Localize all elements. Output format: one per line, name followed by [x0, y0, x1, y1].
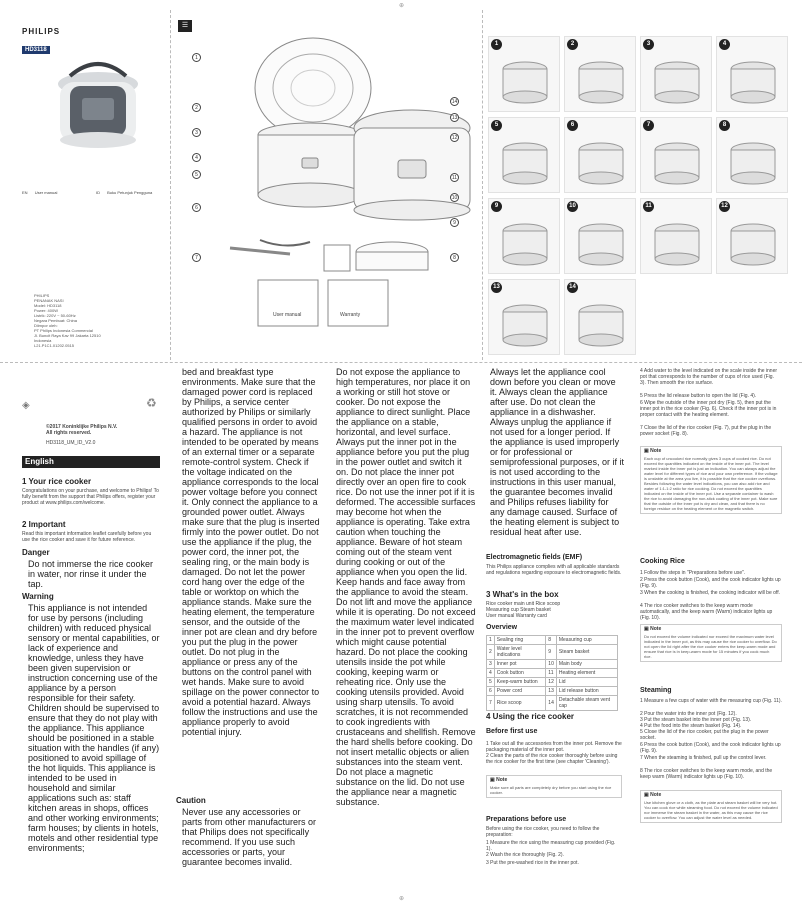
note-label-text: Note — [650, 626, 662, 632]
figure-illustration — [723, 51, 783, 107]
lang-id-code: ID — [96, 190, 100, 195]
figure-panel — [640, 117, 712, 193]
overview-num: 4 — [487, 669, 495, 678]
cook-step: 3 When the cooking is finished, the cooking indicator will be off. — [640, 590, 780, 596]
overview-num: 11 — [546, 669, 557, 678]
philips-shield-icon: ◈ — [22, 400, 30, 411]
importer-info — [34, 293, 144, 348]
figure-panel — [564, 279, 636, 355]
warning-text: This appliance is not intended for use by persons (including children) with reduced physical sensory or mental capabilities, or lack of experience and knowledge, unless they have been given supervision or instruction concerning use of the appliance by a person responsible for their safety. Children should be supervised to ensure that they do not play with the appliance. This appliance should be positioned in a stable situation with the handles (if any) positioned to avoid spillage of the hot liquids. This appliance is intended to be used in household and similar applications such as: staff kitchen areas in shops, offices and other working environments; farm houses; by clients in hotels, motels and other residential type environments; — [28, 603, 160, 853]
figure-illustration — [495, 294, 555, 350]
note-icon: ▣ — [644, 448, 651, 454]
figure-illustration — [571, 132, 631, 188]
warning-block — [28, 603, 160, 873]
overview-part: Cook button — [494, 669, 546, 678]
steam-step: 5 Close the lid of the rice cooker, put the plug in the power socket. — [640, 729, 769, 741]
part-number: 9 — [450, 218, 459, 227]
language-bar: English — [22, 456, 160, 468]
steam-step: 2 Pour the water into the inner pot (Fig. 12). — [640, 711, 737, 717]
lang-en-code: EN — [22, 190, 28, 195]
importer-line: Power: 400W — [34, 308, 59, 313]
note-label-text: Note — [650, 792, 662, 798]
overview-part: Lid — [556, 678, 617, 687]
figure-illustration — [647, 213, 707, 269]
overview-part: Water level indications — [494, 645, 546, 660]
parts-diagram — [190, 30, 480, 330]
note-text: Make sure all parts are completely dry before you start using the rice cooker. — [490, 785, 612, 795]
prep-step: 3 Put the pre-washed rice in the inner pot. — [486, 860, 579, 866]
steam-step: 1 Measure a few cups of water with the measuring cup (Fig. 11). — [640, 698, 782, 704]
model-tag: HD3118 — [22, 46, 50, 54]
figure-number: 2 — [567, 39, 578, 50]
note-label — [644, 449, 778, 454]
part-number: 1 — [192, 53, 201, 62]
figure-number: 5 — [491, 120, 502, 131]
overview-table — [486, 635, 618, 711]
figure-panel — [564, 36, 636, 112]
figure-number: 12 — [719, 201, 730, 212]
overview-part: Main body — [556, 660, 617, 669]
lang-id-row — [96, 190, 152, 195]
figure-panel — [564, 117, 636, 193]
cook-step: 2 Press the cook button (Cook), and the cook indicator lights up (Fig. 9). — [640, 577, 781, 589]
overview-part: Sealing ring — [494, 636, 546, 645]
overview-row — [487, 645, 618, 660]
prep-step: 2 Wash the rice thoroughly (Fig. 2). — [486, 852, 564, 858]
importer-line: Diimpor oleh: — [34, 323, 58, 328]
booklet-warranty-label: Warranty — [340, 312, 361, 318]
col3-block — [336, 367, 476, 882]
before-step: 1 Take out all the accessories from the inner pot. Remove the packaging material of the inner pot. — [486, 741, 622, 753]
figure-illustration — [723, 132, 783, 188]
figure-number: 13 — [491, 282, 502, 293]
overview-row — [487, 660, 618, 669]
note-icon: ▣ — [644, 626, 651, 632]
figure-number: 1 — [491, 39, 502, 50]
col2-text: bed and breakfast type environments. Make sure that the damaged power cord is replaced by Philips, a service center authorized by Philips or similarly qualified persons in order to avoid a hazard. The appliance is not intended to be operated by means of an external timer or a separate remote-control system. Check if the voltage indicated on the appliance corresponds to the local power voltage before you connect it. Only connect the appliance to a grounded power outlet. Always make sure that the plug is inserted firmly into the power outlet. Do not use the appliance if the plug, the power cord, the inner pot, the sealing ring, or the main body is damaged. Do not let the power cord hang over the edge of the table or worktop on which the appliance stands. Make sure the heating element, the temperature sensor, and the outside of the inner pot are clean and dry before you put the plug in the power outlet. Do not plug in the appliance or press any of the buttons on the control panel with wet hands. Make sure to avoid spillage on the power connector to avoid a potential hazard. Always follow the instructions and use the appliance properly to avoid potential injury. — [182, 367, 320, 737]
overview-row — [487, 687, 618, 696]
steam-step: 6 Press the cook button (Cook), and the cook indicator lights up (Fig. 9). — [640, 742, 781, 754]
section-2-text: Read this important information leaflet carefully before you use the rice cooker and save it for future reference. — [22, 531, 152, 543]
overview-part: Measuring cup — [556, 636, 617, 645]
note-text: Each cup of uncooked rice normally gives 3 cups of cooked rice. Do not exceed the quantities indicated on the inside of the inner pot. The level marked inside the inner pot is just an indication. You can always adjust the water level for different types of rice and your own preference. If the voltage is unstable at the area you live, it is possible that the rice cooker overflows. Besides following the water level indications, you can also add rice and water of 1:1-1:2 ratio for rice cooking. Do not exceed the quantities indicated on the inside of the inner pot. Use a separate container to wash the rice to avoid damaging the non-stick coating of the inner pot. Make sure that the outside of the inner pot is dry and clean, and that there is no foreign residue on the heating element or the magnetic switch. — [644, 456, 778, 511]
figure-number: 3 — [643, 39, 654, 50]
overview-num: 6 — [487, 687, 495, 696]
importer-line: PENANAK NASI — [34, 298, 64, 303]
figure-panel — [488, 117, 560, 193]
figure-number: 10 — [567, 201, 578, 212]
figure-illustration — [647, 132, 707, 188]
figure-grid — [488, 36, 798, 356]
overview-num: 13 — [546, 687, 557, 696]
overview-num: 3 — [487, 660, 495, 669]
note-text: Use kitchen glove or a cloth, as the plate and steam basket will be very hot. You can cook rice while steaming food. Do not exceed the volume indicated nor immerse the steam basket in the water, as this may cause the rice cooker to overflow. You can adjust the water level as needed. — [644, 800, 778, 820]
figure-illustration — [495, 213, 555, 269]
col5-step: 7 Close the lid of the rice cooker (Fig. 7), put the plug in the power socket (Fig. 8). — [640, 425, 772, 437]
importer-line: Negara Pembuat: China — [34, 318, 77, 323]
figure-illustration — [571, 294, 631, 350]
note-box — [640, 446, 782, 514]
overview-num: 9 — [546, 645, 557, 660]
caution-text: Never use any accessories or parts from other manufacturers or that Philips does not specifically recommend. If you use such accessories or parts, your guarantee becomes invalid. — [182, 807, 317, 867]
col4-block — [490, 367, 625, 550]
steam-step: 7 When the steaming is finished, pull up the control lever. — [640, 755, 767, 761]
danger-title: Danger — [22, 548, 50, 557]
figure-number: 4 — [719, 39, 730, 50]
importer-line: PT Philips Indonesia Commercial — [34, 328, 93, 333]
cook-step: 4 The rice cooker switches to the keep warm mode automatically, and the keep warm (Warm) indicator lights up (Fig. 10). — [640, 603, 773, 621]
prep-step: 1 Measure the rice using the measuring cup provided (Fig. 1). — [486, 840, 616, 852]
steam-step: 3 Put the steam basket into the inner pot (Fig. 13). — [640, 717, 752, 723]
overview-num: 7 — [487, 696, 495, 711]
reg-mark-top: ⊕ — [399, 3, 405, 9]
fold-line-horizontal — [0, 362, 802, 363]
overview-part: Power cord — [494, 687, 546, 696]
overview-part: Detachable steam vent cap — [556, 696, 617, 711]
danger-block — [28, 559, 160, 589]
reg-mark-bottom: ⊕ — [399, 896, 405, 902]
overview-num: 2 — [487, 645, 495, 660]
part-number: 7 — [192, 253, 201, 262]
importer-line: Listrik: 220V ~ 50-60Hz — [34, 313, 76, 318]
section-2-title: 2 Important — [22, 520, 66, 529]
part-number: 10 — [451, 195, 458, 201]
cook-step: 1 Follow the steps in "Preparations before use". — [640, 570, 746, 576]
steam-step: 8 The rice cooker switches to the keep warm mode, and the keep warm (Warm) indicator lights up (Fig. 10). — [640, 768, 773, 780]
note-label-text: Note — [496, 777, 508, 783]
section-1-title: 1 Your rice cooker — [22, 477, 92, 486]
figure-panel — [716, 198, 788, 274]
note-label — [644, 627, 778, 632]
box-title: 3 What's in the box — [486, 590, 559, 599]
product-image — [40, 40, 150, 160]
note-box — [640, 624, 782, 662]
figure-panel — [640, 36, 712, 112]
figure-panel — [488, 279, 560, 355]
fold-line-1 — [170, 10, 171, 360]
fold-line-2 — [482, 10, 483, 360]
lang-id-label: Buku Petunjuk Pengguna — [107, 190, 153, 195]
figure-number: 11 — [643, 201, 654, 212]
box-item: Measuring cup Steam basket — [486, 607, 551, 613]
booklet-user-manual-label: User manual — [273, 312, 302, 318]
figure-illustration — [495, 132, 555, 188]
note-text: Do not exceed the volume indicated nor exceed the maximum water level indicated in the inner pot, as this may cause the rice cooker to overflow. Do not open the lid right after the rice cooker enters the keep-warm mode and ensure that rice is in keep-warm mode for 15 minutes if you cook much rice. — [644, 634, 777, 659]
before-step: 2 Clean the parts of the rice cooker thoroughly before using the rice cooker for the first time (see chapter 'Cleaning'). — [486, 753, 618, 765]
overview-part: Keep-warm button — [494, 678, 546, 687]
caution-title: Caution — [176, 796, 206, 805]
col5-step: 4 Add water to the level indicated on the scale inside the inner pot that corresponds to the number of cups of rice used (Fig. 3). Then smooth the rice surface. — [640, 368, 778, 386]
note-icon: ▣ — [490, 777, 497, 783]
overview-num: 12 — [546, 678, 557, 687]
before-use-title: Before first use — [486, 728, 538, 735]
recycle-icons — [22, 395, 30, 413]
part-number: 3 — [192, 128, 201, 137]
figure-panel — [716, 117, 788, 193]
overview-part: Lid release button — [556, 687, 617, 696]
importer-line: PHILIPS — [34, 293, 50, 298]
overview-part: Heating element — [556, 669, 617, 678]
figure-number: 7 — [643, 120, 654, 131]
part-number: 13 — [451, 115, 458, 121]
figure-panel — [716, 36, 788, 112]
part-number: 6 — [192, 203, 201, 212]
note-box — [640, 790, 782, 823]
overview-num: 14 — [546, 696, 557, 711]
figure-panel — [564, 198, 636, 274]
part-number: 14 — [451, 99, 458, 105]
figure-number: 8 — [719, 120, 730, 131]
overview-num: 5 — [487, 678, 495, 687]
figure-illustration — [571, 213, 631, 269]
note-box — [486, 775, 622, 798]
box-item: Rice cooker main unit Rice scoop — [486, 601, 561, 607]
figure-illustration — [647, 51, 707, 107]
emf-title: Electromagnetic fields (EMF) — [486, 554, 583, 561]
prep-intro: Before using the rice cooker, you need to follow the preparation: — [486, 826, 600, 838]
copyright: ©2017 Koninklijke Philips N.V. All rights reserved. — [46, 424, 118, 436]
recycle-icon: ♻ — [146, 396, 157, 410]
steaming-title: Steaming — [640, 687, 672, 694]
figure-number: 14 — [567, 282, 578, 293]
section-4-title: 4 Using the rice cooker — [486, 712, 575, 721]
note-icon: ▣ — [644, 792, 651, 798]
importer-line: Model: HD3118 — [34, 303, 62, 308]
col3-text: Do not expose the appliance to high temperatures, nor place it on a working or still hot stove or cooker. Do not expose the appliance to direct sunlight. Place the appliance on a stable, horizontal, and level surface. Always put the inner pot in the appliance before you put the plug in the power outlet and switch it on. Do not place the inner pot directly over an open fire to cook rice. Do not use the inner pot if it is deformed. The accessible surfaces may become hot when the appliance is operating. Take extra caution when touching the appliance. Beware of hot steam coming out of the steam vent during cooking or out of the appliance when you open the lid. Keep hands and face away from the appliance to avoid the steam. Do not lift and move the appliance while it is operating. Do not exceed the maximum water level indicated in the inner pot to prevent overflow which might cause potential hazard. Do not place the cooking utensils inside the pot while cooking, keeping warm or reheating rice. Only use the cooking utensils provided. Avoid using sharp utensils. To avoid scratches, it is not recommended to cook ingredients with crustaceans and shellfish. Remove the hard shells before cooking. Do not insert metallic objects or alien substances into the steam vent. Do not place a magnetic substance on the lid. Do not use the appliance near a magnetic substance. — [336, 367, 476, 807]
figure-panel — [488, 198, 560, 274]
figure-panel — [640, 198, 712, 274]
overview-part: Inner pot — [494, 660, 546, 669]
danger-text: Do not immerse the rice cooker in water, nor rinse it under the tap. — [28, 559, 154, 589]
doc-id: HD3118_UM_ID_V2.0 — [46, 440, 96, 446]
prep-title: Preparations before use — [486, 816, 567, 823]
figure-number: 6 — [567, 120, 578, 131]
overview-part: Rice scoop — [494, 696, 546, 711]
overview-part: Steam basket — [556, 645, 617, 660]
note-label — [490, 778, 618, 783]
overview-num: 1 — [487, 636, 495, 645]
fig-tag-icon: ☰ — [178, 20, 192, 32]
note-label-text: Note — [650, 448, 662, 454]
emf-text: This Philips appliance complies with all applicable standards and regulations regarding exposure to electromagnetic fields. — [486, 564, 622, 576]
part-number: 4 — [192, 153, 201, 162]
part-number: 11 — [451, 175, 458, 181]
col4-text: Always let the appliance cool down before you clean or move it. Always clean the appliance after use. Do not clean the appliance in a dishwasher. Always unplug the appliance if not used for a longer period. If the appliance is used improperly or for professional or semiprofessional purposes, or if it is not used according to the instructions in this user manual, the guarantee becomes invalid and Philips refuses liability for any damage caused. Surface of the heating element is subject to residual heat after use. — [490, 367, 625, 537]
figure-illustration — [571, 51, 631, 107]
lang-en-row — [22, 190, 57, 195]
overview-row — [487, 696, 618, 711]
figure-number: 9 — [491, 201, 502, 212]
steam-step: 4 Put the food into the steam basket (Fig. 14). — [640, 723, 742, 729]
cooking-title: Cooking Rice — [640, 558, 685, 565]
note-label — [644, 793, 778, 798]
lang-en-label: User manual — [34, 190, 58, 195]
section-1-text: Congratulations on your purchase, and welcome to Philips! To fully benefit from the support that Philips offers, register your product at www.philips.com/welcome. — [22, 488, 159, 506]
figure-illustration — [723, 213, 783, 269]
col5-step: 6 Wipe the outside of the inner pot dry (Fig. 5), then put the inner pot in the rice cooker (Fig. 6). Check if the inner pot is in proper contact with the heating element. — [640, 400, 777, 418]
overview-row — [487, 636, 618, 645]
part-number: 5 — [192, 170, 201, 179]
part-number: 2 — [192, 103, 201, 112]
overview-num: 8 — [546, 636, 557, 645]
col2-block — [182, 367, 320, 795]
importer-line: L21.P1C1.01202.0515 — [34, 343, 75, 348]
overview-row — [487, 669, 618, 678]
figure-illustration — [495, 51, 555, 107]
box-item: User manual Warranty card — [486, 613, 547, 619]
brand-logo: PHILIPS — [22, 27, 61, 36]
overview-num: 10 — [546, 660, 557, 669]
col5-step: 5 Press the lid release button to open the lid (Fig. 4). — [640, 393, 757, 399]
figure-panel — [488, 36, 560, 112]
part-number: 12 — [451, 135, 458, 141]
importer-line: Indonesia — [34, 338, 52, 343]
overview-row — [487, 678, 618, 687]
caution-block — [182, 807, 320, 877]
importer-line: Jl. Buncit Raya Kav 99 Jakarta 12510 — [34, 333, 101, 338]
warning-title: Warning — [22, 592, 54, 601]
part-number: 8 — [450, 253, 459, 262]
overview-title: Overview — [486, 624, 518, 631]
